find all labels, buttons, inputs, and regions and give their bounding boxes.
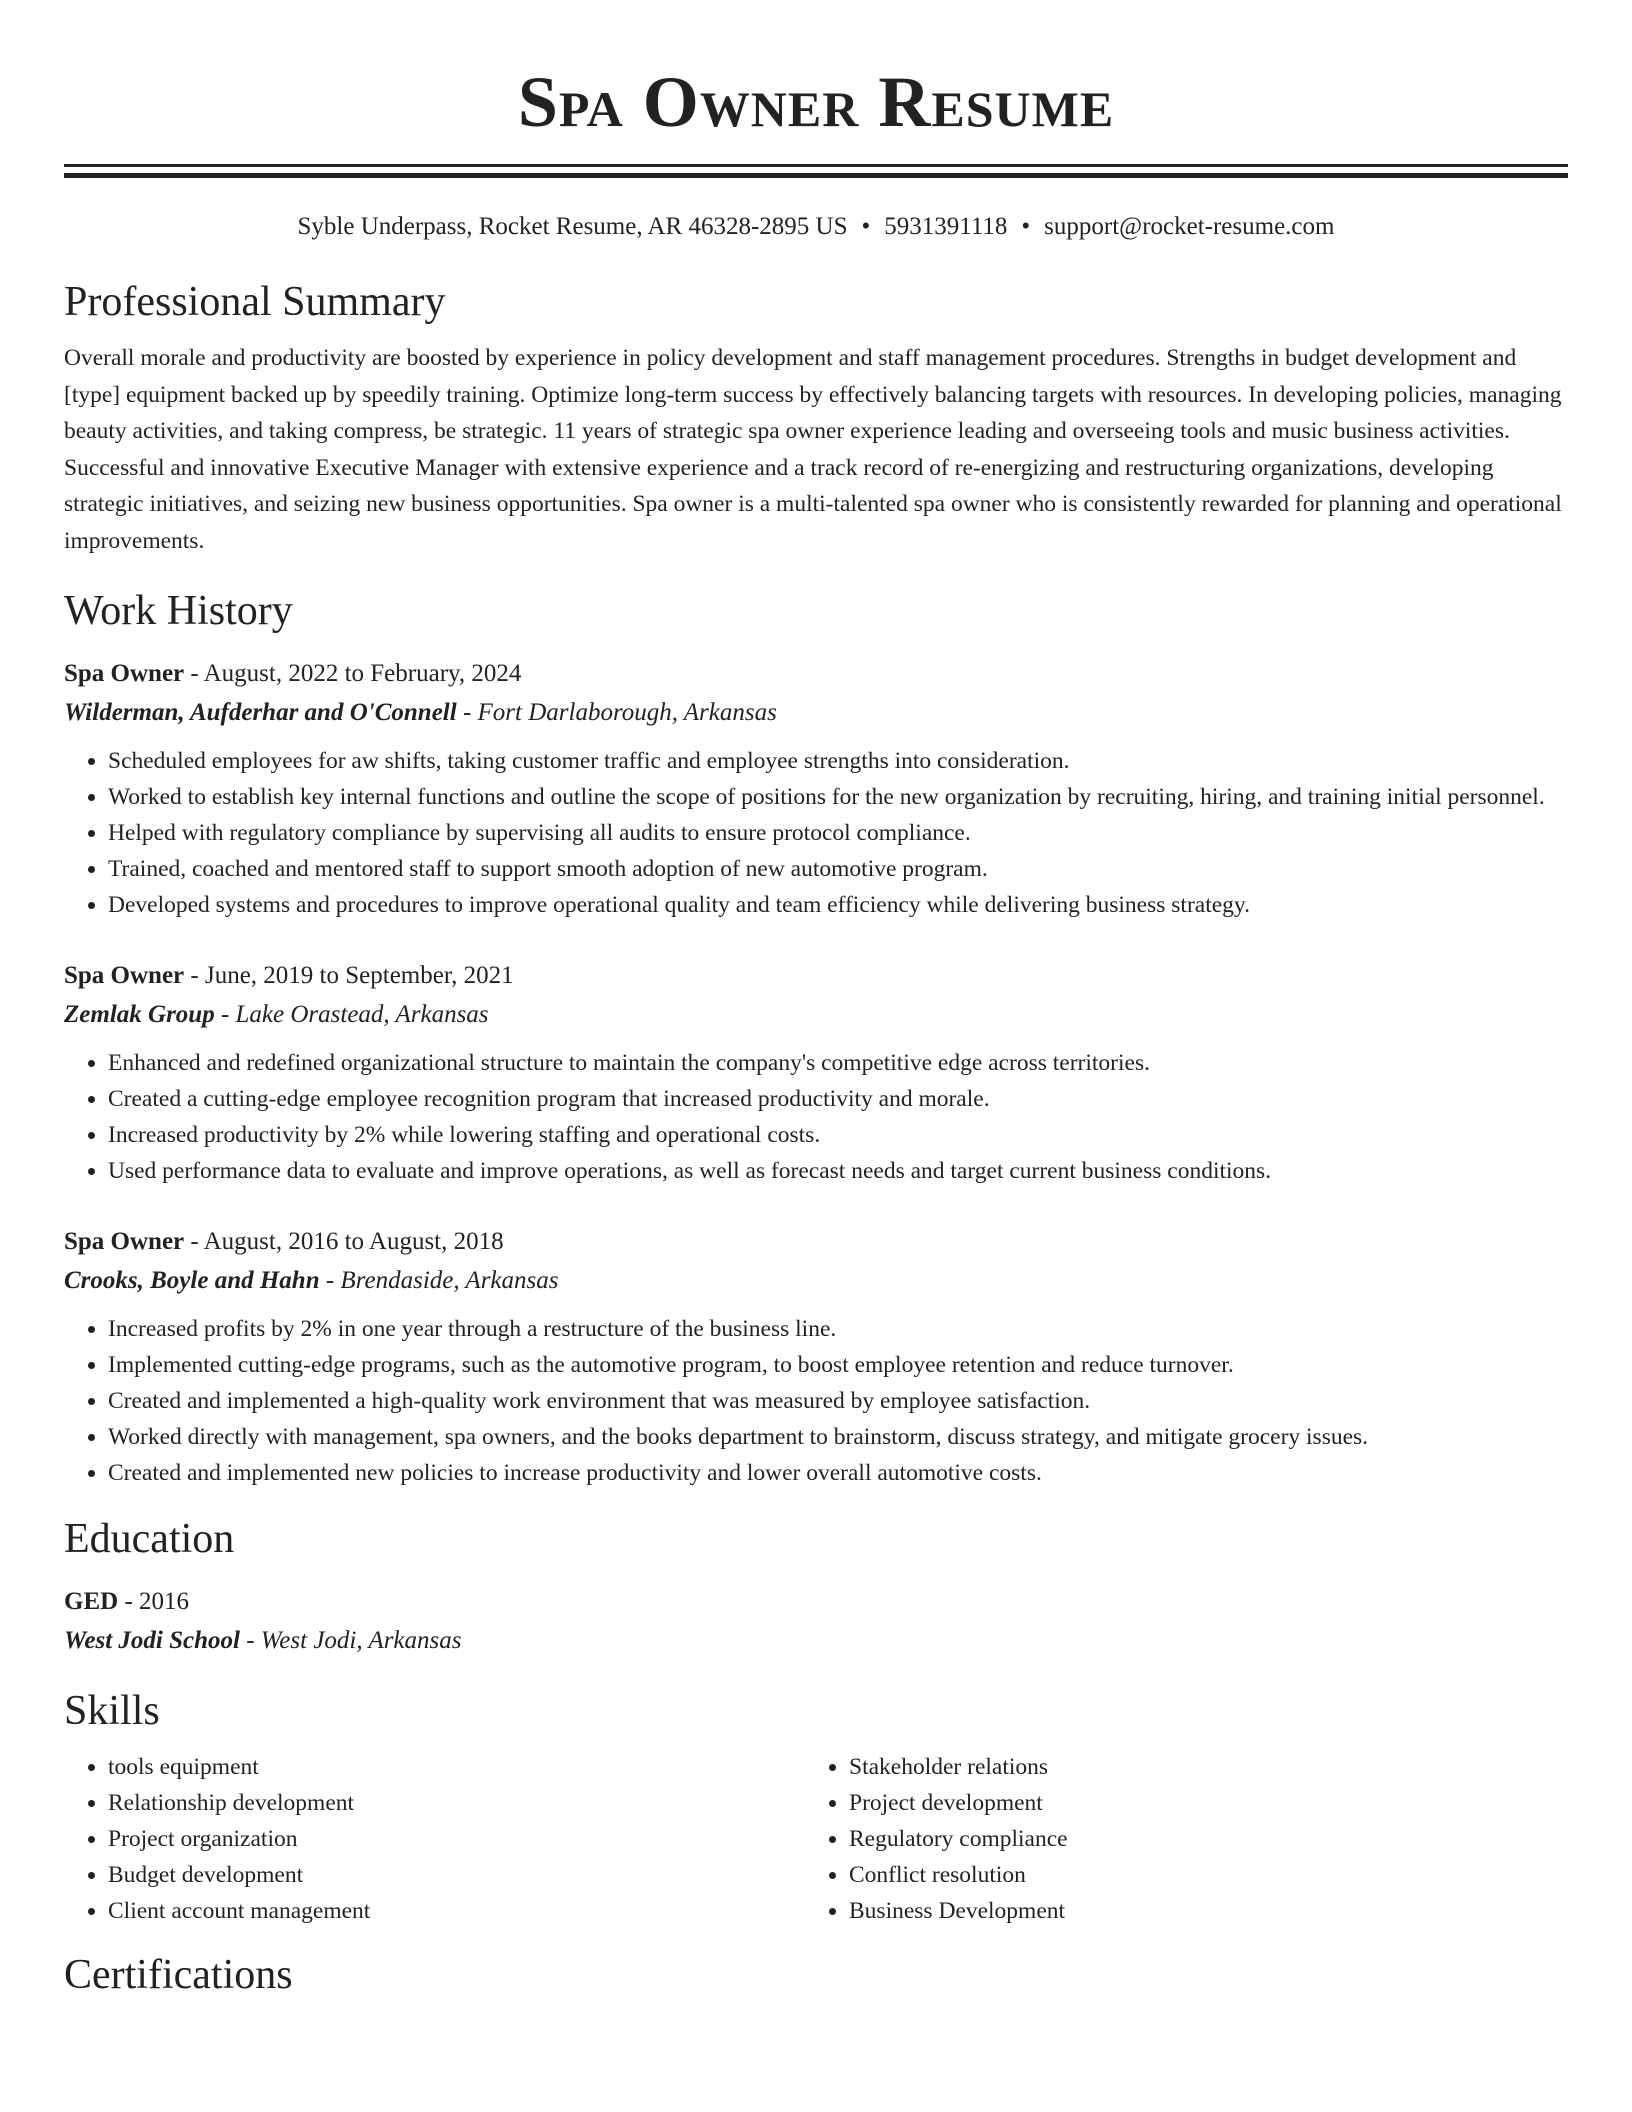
contact-address: Syble Underpass, Rocket Resume, AR 46328-2895 US: [297, 213, 848, 240]
contact-separator: •: [861, 213, 871, 240]
skill-item: • Conflict resolution: [849, 1857, 1546, 1893]
skill-item: • Regulatory compliance: [849, 1821, 1546, 1857]
contact-line: [64, 210, 1568, 244]
education-degree: GED: [64, 1588, 119, 1615]
skills-list: [805, 1749, 1546, 1929]
skill-item: • Client account management: [108, 1893, 805, 1929]
skill-item: • tools equipment: [108, 1749, 805, 1785]
job-bullet: • Worked directly with management, spa owners, and the books department to brainstorm, discuss strategy, and mitigate grocery issues.: [108, 1419, 1568, 1455]
contact-email: support@rocket-resume.com: [1044, 213, 1335, 240]
summary-section: [64, 276, 1568, 559]
summary-heading: Professional Summary: [64, 279, 446, 325]
education-location: - West Jodi, Arkansas: [239, 1627, 462, 1654]
skills-section: [64, 1685, 1568, 1929]
job-bullets: [64, 743, 1568, 923]
skill-item: • Relationship development: [108, 1785, 805, 1821]
job-dates: - August, 2016 to August, 2018: [184, 1228, 504, 1255]
work-history-heading: Work History: [64, 588, 293, 634]
title-rule-top: [64, 164, 1568, 167]
job-location: - Lake Orastead, Arkansas: [214, 1001, 489, 1028]
skills-heading: Skills: [64, 1688, 160, 1734]
skill-item: • Project organization: [108, 1821, 805, 1857]
education-entry: [64, 1583, 1568, 1661]
job-entry: [64, 1223, 1568, 1491]
job-bullets: [64, 1045, 1568, 1189]
job-company: Crooks, Boyle and Hahn: [64, 1267, 320, 1294]
job-bullet: • Used performance data to evaluate and improve operations, as well as forecast needs and target current business conditions.: [108, 1153, 1568, 1189]
job-title: Spa Owner: [64, 660, 185, 687]
education-section: [64, 1513, 1568, 1661]
job-company: Wilderman, Aufderhar and O'Connell: [64, 699, 457, 726]
work-history-section: [64, 585, 1568, 1491]
skills-list: [64, 1749, 805, 1929]
job-title: Spa Owner: [64, 1228, 185, 1255]
skills-column-left: [64, 1749, 805, 1929]
summary-text: Overall morale and productivity are boosted by experience in policy development and staff management procedures. Strengths in budget development and [type] equipment backed up by speedily training. Optimize long-term success by effectively balancing targets with resources. In developing policies, managing beauty activities, and taking compress, be strategic. 11 years of strategic spa owner experience leading and overseeing tools and music business activities. Successful and innovative Executive Manager with extensive experience and a track record of re-energizing and restructuring organizations, developing strategic initiatives, and seizing new business opportunities. Spa owner is a multi-talented spa owner who is consistently rewarded for planning and operational improvements.: [64, 345, 1562, 554]
skill-item: • Business Development: [849, 1893, 1546, 1929]
job-bullet: • Enhanced and redefined organizational structure to maintain the company's competitive edge across territories.: [108, 1045, 1568, 1081]
education-year: - 2016: [118, 1588, 190, 1615]
education-heading: Education: [64, 1516, 235, 1562]
job-bullet: • Worked to establish key internal functions and outline the scope of positions for the new organization by recruiting, hiring, and training initial personnel.: [108, 779, 1568, 815]
job-bullet: • Developed systems and procedures to improve operational quality and team efficiency while delivering business strategy.: [108, 887, 1568, 923]
job-bullets: [64, 1311, 1568, 1491]
job-company-line: [64, 693, 1568, 733]
job-bullet: • Created a cutting-edge employee recognition program that increased productivity and morale.: [108, 1081, 1568, 1117]
job-title-line: [64, 957, 1568, 995]
job-company: Zemlak Group: [64, 1001, 215, 1028]
education-degree-line: [64, 1583, 1568, 1621]
skill-item: • Budget development: [108, 1857, 805, 1893]
job-company-line: [64, 1261, 1568, 1301]
job-bullet: • Increased productivity by 2% while lowering staffing and operational costs.: [108, 1117, 1568, 1153]
job-bullet: • Trained, coached and mentored staff to support smooth adoption of new automotive program.: [108, 851, 1568, 887]
job-bullet: • Implemented cutting-edge programs, such as the automotive program, to boost employee retention and reduce turnover.: [108, 1347, 1568, 1383]
contact-separator: •: [1021, 213, 1031, 240]
skill-item: • Stakeholder relations: [849, 1749, 1546, 1785]
job-bullet: • Created and implemented new policies to increase productivity and lower overall automotive costs.: [108, 1455, 1568, 1491]
job-bullet: • Created and implemented a high-quality work environment that was measured by employee satisfaction.: [108, 1383, 1568, 1419]
skills-column-right: [805, 1749, 1546, 1929]
job-dates: - June, 2019 to September, 2021: [184, 962, 514, 989]
job-title: Spa Owner: [64, 962, 185, 989]
job-company-line: [64, 995, 1568, 1035]
job-bullet: • Helped with regulatory compliance by supervising all audits to ensure protocol compliance.: [108, 815, 1568, 851]
job-location: - Brendaside, Arkansas: [319, 1267, 559, 1294]
education-school-line: [64, 1621, 1568, 1661]
skills-grid: [64, 1749, 1568, 1929]
job-location: - Fort Darlaborough, Arkansas: [456, 699, 777, 726]
education-school: West Jodi School: [64, 1627, 240, 1654]
resume-title: Spa Owner Resume: [517, 62, 1115, 142]
job-bullet: • Scheduled employees for aw shifts, taking customer traffic and employee strengths into consideration.: [108, 743, 1568, 779]
job-bullet: • Increased profits by 2% in one year through a restructure of the business line.: [108, 1311, 1568, 1347]
job-title-line: [64, 655, 1568, 693]
resume-page: [64, 0, 1568, 2001]
title-rule-bottom: [64, 173, 1568, 178]
job-title-line: [64, 1223, 1568, 1261]
contact-phone: 5931391118: [884, 213, 1008, 240]
certifications-section: [64, 1949, 1568, 2001]
job-entry: [64, 957, 1568, 1189]
job-entry: [64, 655, 1568, 923]
skill-item: • Project development: [849, 1785, 1546, 1821]
certifications-heading: Certifications: [64, 1952, 293, 1998]
job-dates: - August, 2022 to February, 2024: [184, 660, 522, 687]
